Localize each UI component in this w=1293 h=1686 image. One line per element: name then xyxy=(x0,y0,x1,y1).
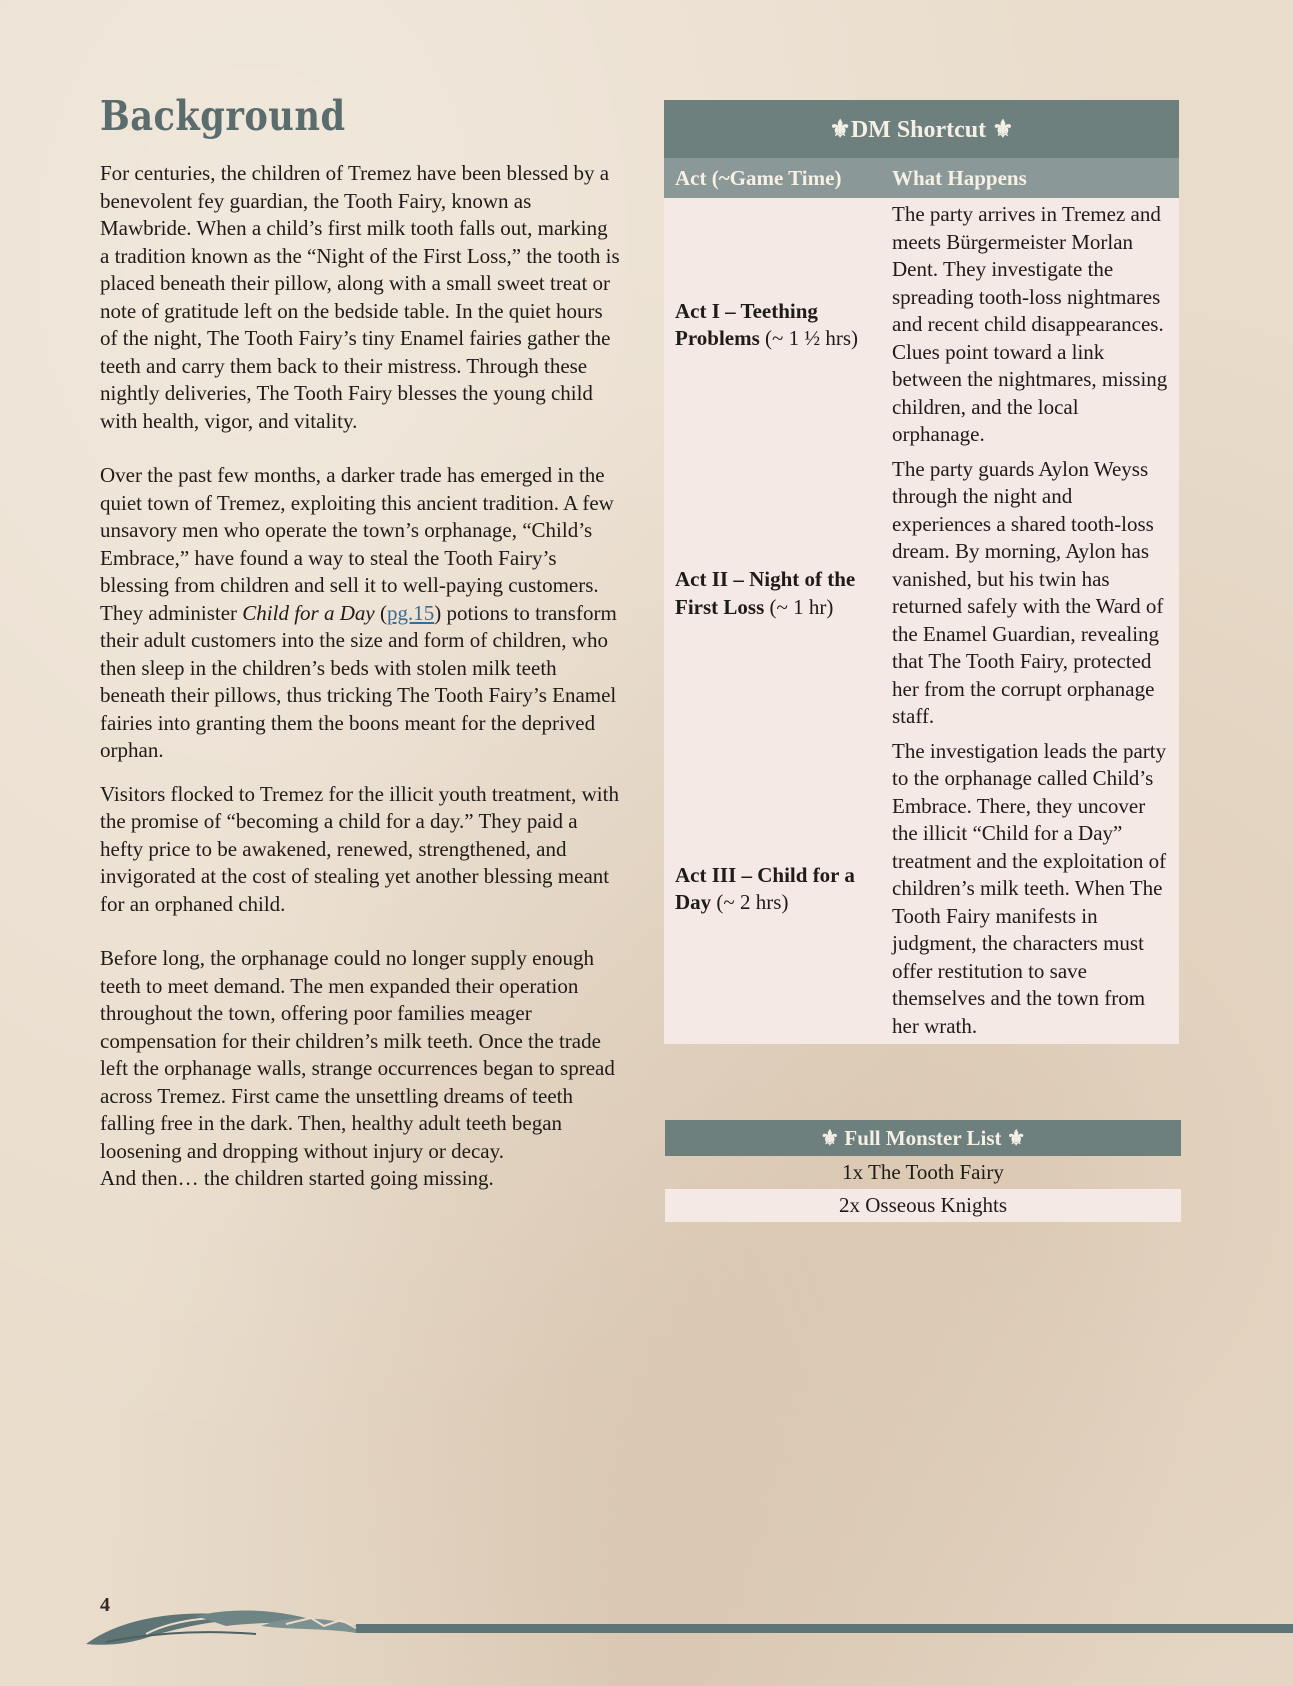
section-heading: Background xyxy=(100,92,346,140)
potion-name: Child for a Day xyxy=(242,600,375,625)
background-section xyxy=(100,92,620,1193)
table-row xyxy=(665,1189,1181,1222)
act-cell xyxy=(664,198,881,453)
act-time: (~ 1 hr) xyxy=(764,594,834,619)
monster-entry: 1x The Tooth Fairy xyxy=(842,1160,1004,1184)
act-name: Act I – Teething Problems xyxy=(675,298,818,351)
table-row xyxy=(664,198,1179,453)
background-paragraph-5: And then… the children started going missing. xyxy=(100,1166,494,1190)
table-row xyxy=(664,453,1179,735)
column-header-what: What Happens xyxy=(881,158,1179,198)
monster-entry: 2x Osseous Knights xyxy=(665,1189,1181,1222)
background-paragraph-4: Before long, the orphanage could no longer supply enough teeth to meet demand. The men expanded their operation throughout the town, offering poor families meager compensation for their children’s milk teeth. Once the trade left the orphanage walls, strange occurrences began to spread across Tremez. First came the unsettling dreams of teeth falling free in the dark. Then, healthy adult teeth began loosening and dropping without injury or decay. xyxy=(100,946,615,1163)
dm-shortcut-title: ⚜DM Shortcut ⚜ xyxy=(664,100,1179,158)
what-happens-cell: The investigation leads the party to the orphanage called Child’s Embrace. There, they uncover the illicit “Child for a Day” treatment and the exploitation of children’s milk teeth. When The Tooth Fairy manifests in judgment, the characters must offer restitution to save themselves and the town from her wrath. xyxy=(881,735,1179,1045)
feather-quill-footer-icon xyxy=(86,1604,1293,1648)
what-happens-cell: The party arrives in Tremez and meets Bürgermeister Morlan Dent. They investigate the spreading tooth-loss nightmares and recent child disappearances. Clues point toward a link between the nightmares, missing children, and the local orphanage. xyxy=(881,198,1179,453)
page-reference-link[interactable]: pg.15 xyxy=(386,600,435,625)
dm-shortcut-table xyxy=(664,100,1179,1044)
act-name: Act III – Child for a Day xyxy=(675,862,855,915)
act-time: (~ 1 ½ hrs) xyxy=(759,326,859,351)
paragraph-2-paren: ( xyxy=(374,600,387,625)
paragraph-2-text-a: Over the past few months, a darker trade has emerged in the quiet town of Tremez, exploiting this ancient tradition. A few unsavory men who operate the town’s orphanage, “Child’s Embrace,” have found a way to steal the Tooth Fairy’s blessing from children and sell it to well-paying customers. They administer xyxy=(100,463,614,625)
act-time: (~ 2 hrs) xyxy=(711,890,789,915)
monster-list-title: ⚜ Full Monster List ⚜ xyxy=(665,1120,1181,1156)
paragraph-2-text-b: ) potions to transform their adult customers into the size and form of children, who then sleep in the children’s beds with stolen milk teeth beneath their pillows, thus tricking The Tooth Fairy’s Enamel fairies into granting them the boons meant for the deprived orphan. xyxy=(100,600,617,762)
act-name: Act II – Night of the First Loss xyxy=(675,567,856,619)
column-header-act: Act (~Game Time) xyxy=(664,158,881,198)
page-number: 4 xyxy=(100,1594,110,1616)
table-row xyxy=(664,735,1179,1045)
background-paragraph-1: For centuries, the children of Tremez have been blessed by a benevolent fey guardian, the Tooth Fairy, known as Mawbride. When a child’s first milk tooth falls out, marking a tradition known as the “Night of the First Loss,” the tooth is placed beneath their pillow, along with a small sweet treat or note of gratitude left on the bedside table. In the quiet hours of the night, The Tooth Fairy’s tiny Enamel fairies gather the teeth and carry them back to their mistress. Through these nightly deliveries, The Tooth Fairy blesses the young child with health, vigor, and vitality. xyxy=(100,161,620,433)
table-row xyxy=(665,1156,1181,1189)
background-paragraph-2 xyxy=(100,462,620,765)
act-cell xyxy=(664,735,881,1045)
act-cell xyxy=(664,453,881,735)
what-happens-cell: The party guards Aylon Weyss through the night and experiences a shared tooth-loss dream. By morning, Aylon has vanished, but his twin has returned safely with the Ward of the Enamel Guardian, revealing that The Tooth Fairy, protected her from the corrupt orphanage staff. xyxy=(881,453,1179,735)
background-paragraph-3: Visitors flocked to Tremez for the illicit youth treatment, with the promise of “becoming a child for a day.” They paid a hefty price to be awakened, renewed, strengthened, and invigorated at the cost of stealing yet another blessing meant for an orphaned child. xyxy=(100,781,619,916)
monster-list-table xyxy=(665,1120,1181,1222)
